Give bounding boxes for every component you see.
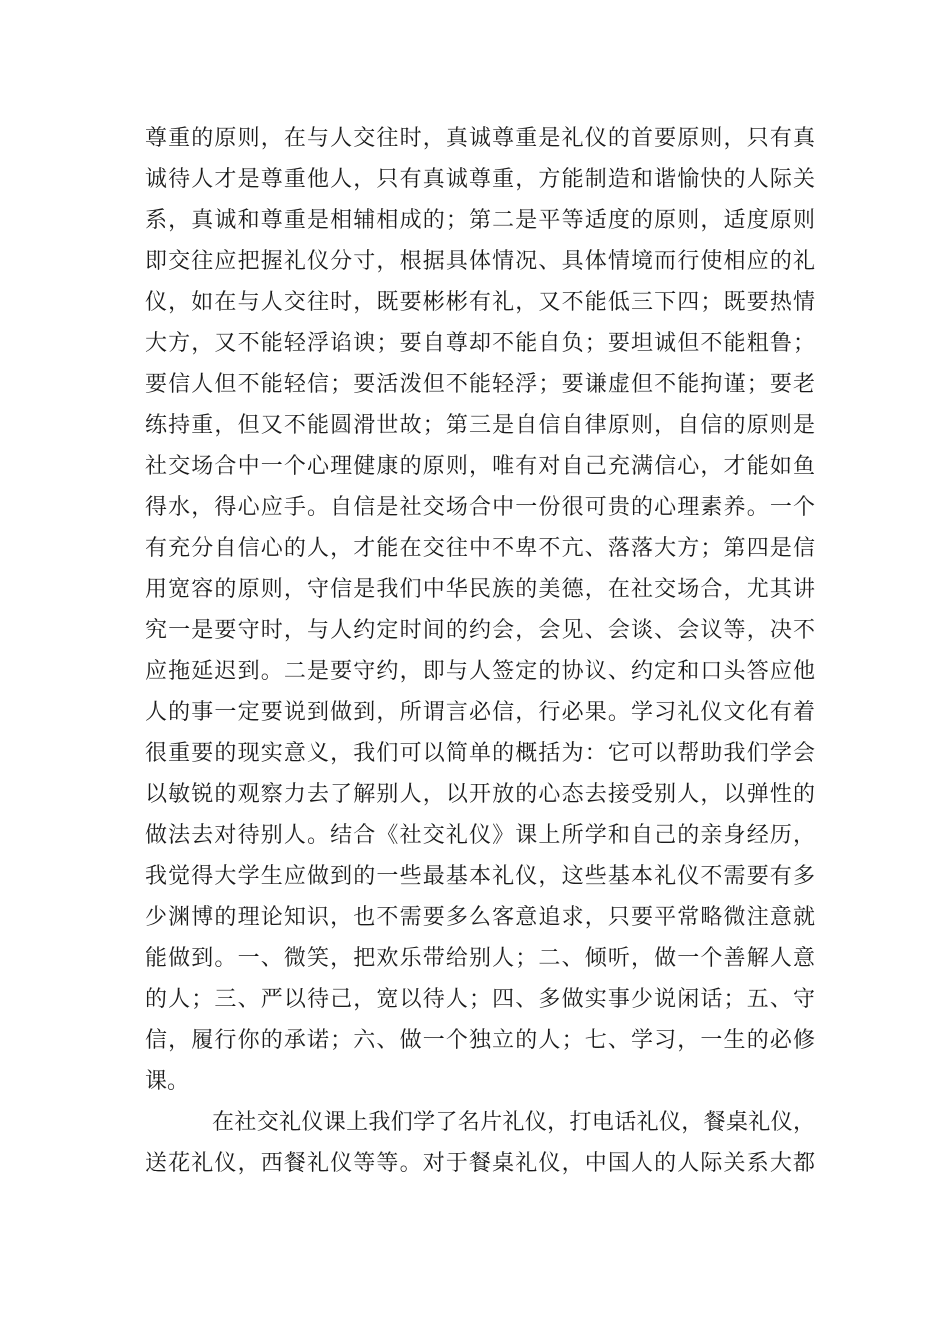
text-line: 能做到。一、微笑，把欢乐带给别人；二、倾听，做一个善解人意 xyxy=(145,946,815,971)
text-line: 社交场合中一个心理健康的原则，唯有对自己充满信心，才能如鱼 xyxy=(145,454,815,479)
text-line: 有充分自信心的人，才能在交往中不卑不亢、落落大方；第四是信 xyxy=(145,536,815,561)
text-line: 究一是要守时，与人约定时间的约会，会见、会谈、会议等，决不 xyxy=(145,618,815,643)
text-line: 我觉得大学生应做到的一些最基本礼仪，这些基本礼仪不需要有多 xyxy=(145,864,815,889)
text-line: 信，履行你的承诺；六、做一个独立的人；七、学习，一生的必修 xyxy=(145,1028,815,1053)
text-line: 尊重的原则，在与人交往时，真诚尊重是礼仪的首要原则，只有真 xyxy=(145,126,815,151)
text-line: 大方，又不能轻浮谄谀；要自尊却不能自负；要坦诚但不能粗鲁； xyxy=(145,331,815,356)
paragraph-first-line: 在社交礼仪课上我们学了名片礼仪，打电话礼仪，餐桌礼仪， xyxy=(212,1110,815,1135)
text-line: 以敏锐的观察力去了解别人，以开放的心态去接受别人，以弹性的 xyxy=(145,782,815,807)
text-line: 即交往应把握礼仪分寸，根据具体情况、具体情境而行使相应的礼 xyxy=(145,249,815,274)
text-line: 很重要的现实意义，我们可以简单的概括为：它可以帮助我们学会 xyxy=(145,741,815,766)
text-line: 系，真诚和尊重是相辅相成的；第二是平等适度的原则，适度原则 xyxy=(145,208,815,233)
text-line: 仪，如在与人交往时，既要彬彬有礼，又不能低三下四；既要热情 xyxy=(145,290,815,315)
paragraph-end-line: 课。 xyxy=(145,1069,190,1094)
text-line: 练持重，但又不能圆滑世故；第三是自信自律原则，自信的原则是 xyxy=(145,413,815,438)
text-line: 少渊博的理论知识，也不需要多么客意追求，只要平常略微注意就 xyxy=(145,905,815,930)
text-line: 要信人但不能轻信；要活泼但不能轻浮；要谦虚但不能拘谨；要老 xyxy=(145,372,815,397)
text-line: 的人；三、严以待己，宽以待人；四、多做实事少说闲话；五、守 xyxy=(145,987,815,1012)
text-line: 做法去对待别人。结合《社交礼仪》课上所学和自己的亲身经历， xyxy=(145,823,815,848)
text-line: 应拖延迟到。二是要守约，即与人签定的协议、约定和口头答应他 xyxy=(145,659,815,684)
text-line: 人的事一定要说到做到，所谓言必信，行必果。学习礼仪文化有着 xyxy=(145,700,815,725)
body-text xyxy=(145,118,815,1184)
text-line: 送花礼仪，西餐礼仪等等。对于餐桌礼仪，中国人的人际关系大都 xyxy=(145,1151,815,1176)
text-line: 诚待人才是尊重他人，只有真诚尊重，方能制造和谐愉快的人际关 xyxy=(145,167,815,192)
text-line: 用宽容的原则，守信是我们中华民族的美德，在社交场合，尤其讲 xyxy=(145,577,815,602)
text-line: 得水，得心应手。自信是社交场合中一份很可贵的心理素养。一个 xyxy=(145,495,815,520)
